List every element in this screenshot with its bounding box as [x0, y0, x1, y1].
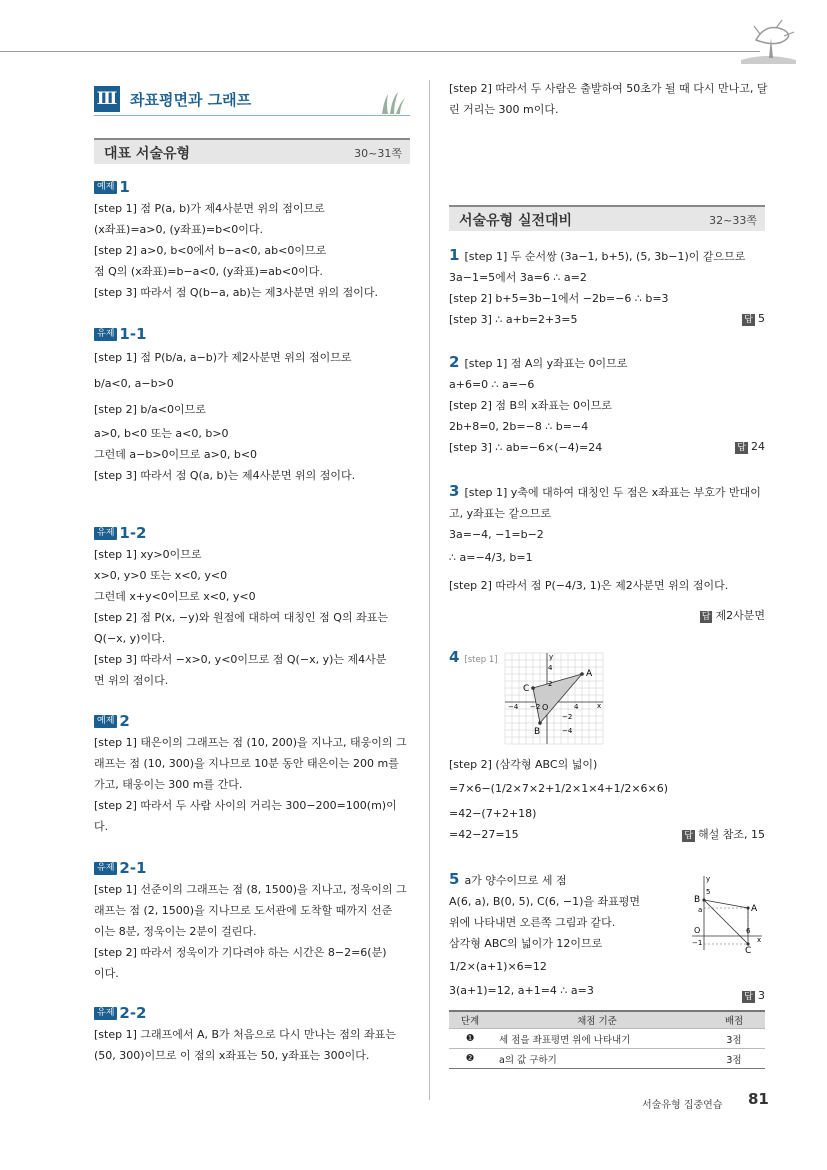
point-b — [702, 898, 705, 901]
tick-label: −2 — [562, 713, 573, 721]
answer-label: 답 — [701, 612, 711, 622]
answer-label: 답 — [737, 443, 746, 453]
solution-line: [step 2] (삼각형 ABC의 넓이) — [449, 758, 598, 771]
section-title: 대표 서술유형 — [104, 146, 191, 162]
cell-points: 3점 — [703, 1029, 765, 1049]
solution-line: 삼각형 ABC의 넓이가 12이므로 — [449, 937, 603, 950]
solution-line: 래프는 점 (10, 300)을 지나므로 10분 동안 태은이는 200 m를 — [94, 756, 399, 770]
solution-line: [step 1] 점 P(a, b)가 제4사분면 위의 점이므로 — [94, 201, 325, 215]
solution-line: [step 2] 따라서 정욱이가 기다려야 하는 시간은 8−2=6(분) — [94, 945, 387, 959]
question-number: 5 — [449, 870, 460, 888]
tick-label: 4 — [548, 664, 553, 672]
section-bar-right — [449, 205, 765, 231]
tick-label: −2 — [530, 703, 541, 711]
answer — [742, 308, 765, 329]
cell-criteria: a의 값 구하기 — [491, 1049, 703, 1069]
point-a — [746, 906, 749, 909]
answer — [700, 605, 765, 626]
solution-line: (x좌표)=a>0, (y좌표)=b<0이다. — [94, 222, 264, 236]
solution-line: 다. — [94, 819, 109, 833]
solution-line: [step 2] 따라서 두 사람 사이의 거리는 300−200=100(m)이 — [94, 798, 397, 812]
solution-line: 1/2×(a+1)×6=12 — [449, 960, 547, 973]
point-b — [538, 721, 542, 725]
answer-value: 24 — [751, 440, 765, 453]
solution-line: ∴ a=−4/3, b=1 — [449, 551, 533, 564]
solution-line: [step 2] b/a<0이므로 — [94, 402, 206, 416]
example-1 — [94, 176, 410, 303]
solution-line: [step 1] 두 순서쌍 (3a−1, b+5), (5, 3b−1)이 같으므로 — [464, 250, 746, 263]
solution-line: A(6, a), B(0, 5), C(6, −1)을 좌표평면 — [449, 895, 641, 908]
solution-line: [step 3] 따라서 −x>0, y<0이므로 점 Q(−x, y)는 제4사분 — [94, 652, 387, 666]
point-c — [531, 686, 535, 690]
solution-line: 점 Q의 (x좌표)=b−a<0, (y좌표)=ab<0이다. — [94, 264, 323, 278]
solution-line: 2b+8=0, 2b=−8 ∴ b=−4 — [449, 420, 589, 433]
solution-line: 3(a+1)=12, a+1=4 ∴ a=3 — [449, 984, 594, 997]
grass-icon — [378, 92, 406, 114]
axis-label-y: y — [549, 653, 554, 661]
column-divider — [429, 80, 430, 1100]
cell-criteria: 세 점을 좌표평면 위에 나타내기 — [491, 1029, 703, 1049]
solution-line: [step 1] xy>0이므로 — [94, 547, 202, 561]
solution-line: a>0, b<0 또는 a<0, b>0 — [94, 426, 229, 440]
answer-label: 답 — [744, 315, 753, 325]
solution-line: [step 3] 따라서 점 Q(b−a, ab)는 제3사분면 위의 점이다. — [94, 285, 379, 299]
tick-label: 4 — [574, 703, 579, 711]
answer — [705, 989, 765, 1003]
decoration-tree-icon — [736, 16, 806, 66]
solution-line: [step 3] ∴ a+b=2+3=5 — [449, 313, 578, 326]
problem-label: 예제 — [94, 181, 117, 194]
solution-line: [step 1] 점 P(b/a, a−b)가 제2사분면 위의 점이므로 — [94, 350, 352, 364]
footer-text: 서술유형 집중연습 — [642, 1100, 723, 1111]
solution-line: 3a=−4, −1=b−2 — [449, 528, 544, 541]
solution-line: 그런데 a−b>0이므로 a>0, b<0 — [94, 447, 258, 461]
problem-label: 유제 — [94, 1007, 117, 1020]
label-c: C — [523, 684, 530, 694]
solution-line: [step 3] 따라서 점 Q(a, b)는 제4사분면 위의 점이다. — [94, 468, 356, 482]
problem-number: 2 — [119, 711, 130, 730]
solution-line: [step 2] 따라서 점 P(−4/3, 1)은 제2사분면 위의 점이다. — [449, 579, 729, 592]
tick-label: −1 — [692, 939, 703, 947]
tick-label: −4 — [562, 727, 573, 735]
tick-label: 5 — [706, 888, 711, 896]
question-4-solution — [449, 754, 765, 845]
question-3 — [449, 481, 765, 622]
solution-line: 면 위의 점이다. — [94, 673, 169, 687]
section-pages: 32~33쪽 — [709, 214, 757, 227]
solution-line: Q(−x, y)이다. — [94, 631, 166, 645]
triangle-abc — [704, 900, 748, 944]
problem-label: 유제 — [94, 862, 117, 875]
label-b: B — [694, 895, 701, 905]
problem-number: 1-2 — [119, 523, 147, 542]
answer-value: 5 — [758, 312, 765, 325]
solution-line: 위에 나타내면 오른쪽 그림과 같다. — [449, 916, 616, 929]
solution-line: =42−(7+2+18) — [449, 807, 537, 820]
question-number: 3 — [449, 482, 460, 500]
answer-value: 해설 참조, 15 — [698, 828, 765, 841]
practice-2-1 — [94, 857, 410, 984]
answer — [735, 436, 765, 457]
step-label: [step 1] — [464, 655, 498, 665]
problem-number: 2-1 — [119, 858, 147, 877]
solution-line: 린 거리는 300 m이다. — [449, 103, 559, 116]
solution-line: x>0, y>0 또는 x<0, y<0 — [94, 568, 228, 582]
tick-label: 2 — [548, 680, 553, 688]
axis-label-x: x — [757, 936, 762, 944]
solution-line: (50, 300)이므로 이 점의 x좌표는 50, y좌표는 300이다. — [94, 1048, 370, 1062]
solution-line: [step 1] 그래프에서 A, B가 처음으로 다시 만나는 점의 좌표는 — [94, 1027, 396, 1041]
section-title: 서술유형 실전대비 — [459, 213, 573, 229]
solution-line: 래프는 점 (2, 1500)을 지나므로 도서관에 도착할 때까지 선준 — [94, 903, 393, 917]
answer-label: 답 — [744, 992, 753, 1002]
section-bar-left — [94, 138, 410, 164]
question-number: 1 — [449, 246, 460, 264]
problem-label: 유제 — [94, 527, 117, 540]
table-row — [449, 1049, 765, 1069]
solution-line: [step 2] 점 P(x, −y)와 원점에 대하여 대칭인 점 Q의 좌표는 — [94, 610, 388, 624]
q4-coordinate-graph — [503, 651, 605, 747]
answer — [682, 824, 765, 845]
chapter-title: 좌표평면과 그래프 — [130, 91, 252, 109]
solution-line: [step 3] ∴ ab=−6×(−4)=24 — [449, 441, 603, 454]
table-row — [449, 1029, 765, 1049]
solution-line: =42−27=15 — [449, 828, 519, 841]
solution-line: 이는 8분, 정욱이는 2분이 걸린다. — [94, 924, 257, 938]
solution-line: [step 2] 따라서 두 사람은 출발하여 50초가 될 때 다시 만나고, 달 — [449, 82, 768, 95]
header-rule — [0, 51, 760, 52]
problem-number: 2-2 — [119, 1003, 147, 1022]
chapter-number: Ⅲ — [94, 86, 120, 112]
scoring-table — [449, 1010, 765, 1069]
q5-coordinate-graph — [690, 874, 765, 954]
question-4 — [449, 647, 765, 671]
cell-step: ❶ — [449, 1029, 491, 1049]
header-criteria: 채점 기준 — [491, 1011, 703, 1029]
problem-number: 1 — [119, 177, 130, 196]
label-c: C — [745, 946, 752, 954]
problem-label: 유제 — [94, 328, 117, 341]
question-number: 2 — [449, 353, 460, 371]
solution-line: =7×6−(1/2×7×2+1/2×1×4+1/2×6×6) — [449, 782, 669, 795]
question-2 — [449, 352, 765, 458]
page-number: 81 — [748, 1090, 769, 1108]
problem-number: 1-1 — [119, 324, 147, 343]
practice-2-2 — [94, 1002, 410, 1066]
solution-line: [step 1] 태은이의 그래프는 점 (10, 200)을 지나고, 태웅이의 그 — [94, 735, 407, 749]
solution-line: [step 1] 선준이의 그래프는 점 (8, 1500)을 지나고, 정욱이의 그 — [94, 882, 407, 896]
triangle-abc — [533, 674, 582, 723]
label-a: A — [586, 669, 593, 679]
axis-label-y: y — [706, 875, 711, 883]
question-1 — [449, 245, 765, 330]
header-points: 배점 — [703, 1011, 765, 1029]
answer-value: 3 — [758, 989, 765, 1002]
solution-line: a+6=0 ∴ a=−6 — [449, 378, 535, 391]
answer-label: 답 — [684, 831, 693, 841]
label-origin: O — [694, 926, 701, 935]
section-pages: 30~31쪽 — [354, 147, 402, 160]
solution-line: [step 2] a>0, b<0에서 b−a<0, ab<0이므로 — [94, 243, 327, 257]
point-a — [580, 672, 584, 676]
solution-line: 가고, 태웅이는 300 m를 간다. — [94, 777, 243, 791]
label-origin: O — [542, 703, 549, 712]
axis-label-x: x — [597, 702, 602, 710]
solution-line: [step 1] y축에 대하여 대칭인 두 점은 x좌표는 부호가 반대이 — [464, 486, 761, 499]
solution-line: 그런데 x+y<0이므로 x<0, y<0 — [94, 589, 256, 603]
header-step: 단계 — [449, 1011, 491, 1029]
solution-line: 고, y좌표는 같으므로 — [449, 507, 552, 520]
solution-line: b/a<0, a−b>0 — [94, 376, 174, 390]
solution-line: a가 양수이므로 세 점 — [464, 874, 567, 887]
solution-line: 3a−1=5에서 3a=6 ∴ a=2 — [449, 271, 587, 284]
tick-label: a — [698, 906, 703, 914]
chapter-heading — [94, 86, 410, 116]
cell-points: 3점 — [703, 1049, 765, 1069]
continued-solution — [449, 78, 768, 120]
answer-value: 제2사분면 — [715, 609, 765, 622]
cell-step: ❷ — [449, 1049, 491, 1069]
problem-label: 예제 — [94, 715, 117, 728]
tick-label: 6 — [746, 927, 751, 935]
label-b: B — [534, 727, 541, 737]
label-a: A — [751, 904, 758, 914]
tick-label: −4 — [508, 703, 519, 711]
solution-line: [step 2] 점 B의 x좌표는 0이므로 — [449, 399, 612, 412]
example-2 — [94, 710, 410, 837]
solution-line: [step 1] 점 A의 y좌표는 0이므로 — [464, 357, 628, 370]
question-number: 4 — [449, 648, 460, 666]
practice-1-1 — [94, 323, 410, 486]
solution-line: [step 2] b+5=3b−1에서 −2b=−6 ∴ b=3 — [449, 292, 669, 305]
question-5 — [449, 869, 689, 1001]
practice-1-2 — [94, 522, 410, 691]
solution-line: 이다. — [94, 966, 119, 980]
